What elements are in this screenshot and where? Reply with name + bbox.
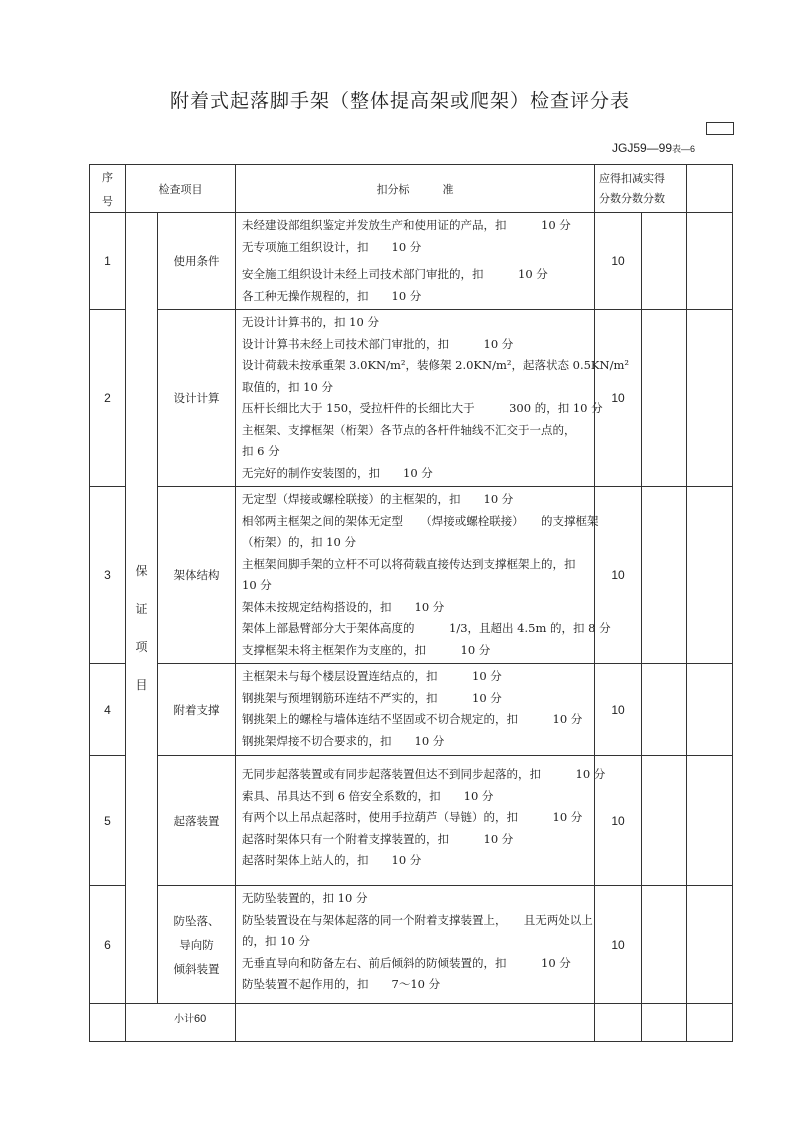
should-score: 10	[595, 487, 642, 664]
actual-score[interactable]	[687, 886, 733, 1004]
criteria-line: 未经建设部组织鉴定并发放生产和使用证的产品，扣 10 分	[242, 218, 571, 232]
criteria-line: 钢挑架与预埋钢筋环连结不严实的，扣 10 分	[242, 690, 502, 705]
should-score: 10	[595, 756, 642, 886]
check-item-line: 架体结构	[173, 568, 220, 582]
criteria-line: 索具、吊具达不到 6 倍安全系数的，扣 10 分	[242, 788, 494, 803]
check-item-line: 使用条件	[173, 254, 220, 268]
deduct-score[interactable]	[642, 310, 687, 487]
criteria-line: 有两个以上吊点起落时，使用手拉葫芦（导链）的，扣 10 分	[242, 810, 583, 824]
group-label-char: 证	[135, 602, 148, 616]
criteria-line: 取值的，扣 10 分	[242, 379, 333, 394]
criteria-line: 设计计算书未经上司技术部门审批的，扣 10 分	[242, 336, 514, 351]
subtotal-label: 小计	[174, 1014, 194, 1025]
standard-code-main: JGJ59—99	[612, 141, 673, 155]
criteria-line: 主框架间脚手架的立杆不可以将荷载直接传达到支撑框架上的，扣	[242, 556, 576, 571]
check-item-line: 附着支撑	[173, 702, 220, 717]
row-number: 3	[90, 487, 126, 664]
criteria-cell	[236, 310, 629, 487]
check-item-line: 设计计算	[173, 391, 220, 405]
row-number: 1	[90, 213, 126, 310]
criteria-line: 主框架、支撑框架（桁架）各节点的各杆件轴线不汇交于一点的，	[242, 422, 576, 437]
criteria-cell	[236, 664, 595, 756]
table-row	[90, 310, 733, 487]
criteria-line: 架体未按规定结构搭设的，扣 10 分	[242, 599, 445, 614]
check-item	[158, 213, 236, 310]
criteria-cell	[236, 756, 606, 886]
header-score-line: 应得扣减实得	[599, 171, 665, 185]
check-item	[158, 487, 236, 664]
criteria-line: 主框架未与每个楼层设置连结点的，扣 10 分	[242, 669, 502, 683]
header-score-line: 分数分数分数	[599, 191, 665, 205]
header-seq	[90, 165, 126, 213]
header-seq-line: 号	[102, 194, 113, 208]
criteria-cell	[236, 213, 595, 310]
criteria-line: 各工种无操作规程的，扣 10 分	[242, 288, 422, 303]
check-item-line: 倾斜装置	[173, 961, 220, 976]
standard-code-sub: 表—6	[672, 144, 696, 154]
criteria-line: 设计荷载未按承重架 3.0KN/m²，装修架 2.0KN/m²，起落状态 0.5KN/m²	[242, 358, 629, 372]
deduct-score[interactable]	[642, 213, 687, 310]
group-label-char: 项	[135, 640, 148, 654]
criteria-line: 无垂直导向和防备左右、前后倾斜的防倾装置的，扣 10 分	[242, 955, 571, 970]
check-item-line: 防坠落、	[173, 913, 220, 928]
deduct-score[interactable]	[642, 487, 687, 664]
criteria-line: 扣 6 分	[242, 444, 280, 458]
criteria-line: （桁架）的，扣 10 分	[242, 535, 356, 549]
check-item	[158, 886, 236, 1004]
deduct-score[interactable]	[642, 664, 687, 756]
actual-score[interactable]	[687, 664, 733, 756]
criteria-line: 无防坠装置的，扣 10 分	[242, 891, 368, 905]
criteria-line: 起落时架体只有一个附着支撑装置的，扣 10 分	[242, 831, 514, 846]
check-item-line: 起落装置	[173, 813, 220, 828]
header-blank	[687, 165, 733, 213]
subtotal-deduct-score[interactable]	[642, 1004, 687, 1042]
criteria-cell	[236, 886, 595, 1004]
check-item	[158, 664, 236, 756]
actual-score[interactable]	[687, 756, 733, 886]
subtotal-actual-score[interactable]	[687, 1004, 733, 1042]
criteria-line: 安全施工组织设计未经上司技术部门审批的，扣 10 分	[242, 267, 548, 281]
subtotal-should-score	[595, 1004, 642, 1042]
deduct-score[interactable]	[642, 756, 687, 886]
header-row	[90, 165, 733, 213]
header-scores	[595, 165, 687, 213]
criteria-line: 10 分	[242, 578, 272, 592]
subtotal-value: 60	[194, 1013, 207, 1025]
row-number: 2	[90, 310, 126, 487]
subtotal-cell	[126, 1004, 236, 1042]
table-row	[90, 213, 733, 310]
document-title: 附着式起落脚手架（整体提高架或爬架）检查评分表	[169, 90, 630, 112]
criteria-cell	[236, 487, 611, 664]
should-score: 10	[595, 886, 642, 1004]
table-row	[90, 664, 733, 756]
check-item	[158, 310, 236, 487]
criteria-line: 防坠装置设在与架体起落的同一个附着支撑装置上， 且无两处以上	[242, 912, 593, 927]
table-row	[90, 756, 733, 886]
actual-score[interactable]	[687, 487, 733, 664]
criteria-line: 支撑框架未将主框架作为支座的，扣 10 分	[242, 642, 491, 657]
should-score: 10	[595, 213, 642, 310]
check-item	[158, 756, 236, 886]
criteria-line: 压杆长细比大于 150，受拉杆件的长细比大于 300 的，扣 10 分	[242, 401, 603, 415]
header-item: 检查项目	[126, 165, 236, 213]
subtotal-row	[90, 1004, 733, 1042]
row-number: 6	[90, 886, 126, 1004]
actual-score[interactable]	[687, 310, 733, 487]
group-label	[126, 213, 158, 1004]
criteria-line: 相邻两主框架之间的架体无定型 （焊接或螺栓联接） 的支撑框架	[242, 513, 599, 528]
criteria-line: 架体上部悬臂部分大于架体高度的 1/3，且超出 4.5m 的，扣 8 分	[242, 621, 611, 635]
criteria-line: 钢挑架焊接不切合要求的，扣 10 分	[242, 733, 445, 748]
subtotal-criteria-blank	[236, 1004, 595, 1042]
group-label-char: 目	[135, 678, 148, 692]
standard-code	[612, 141, 695, 155]
check-item-line: 导向防	[179, 937, 214, 952]
criteria-line: 无同步起落装置或有同步起落装置但达不到同步起落的，扣 10 分	[242, 767, 606, 781]
criteria-line: 无完好的制作安装图的，扣 10 分	[242, 465, 433, 480]
subtotal-blank	[90, 1004, 126, 1042]
criteria-line: 防坠装置不起作用的，扣 7～10 分	[242, 977, 441, 991]
actual-score[interactable]	[687, 213, 733, 310]
criteria-line: 的，扣 10 分	[242, 934, 310, 948]
should-score: 10	[595, 310, 642, 487]
header-seq-line: 序	[102, 170, 113, 184]
score-sheet	[89, 164, 733, 1042]
should-score: 10	[595, 664, 642, 756]
criteria-line: 无专项施工组织设计，扣 10 分	[242, 239, 422, 254]
criteria-line: 无定型（焊接或螺栓联接）的主框架的，扣 10 分	[242, 492, 514, 506]
score-box	[706, 122, 734, 135]
row-number: 5	[90, 756, 126, 886]
criteria-line: 钢挑架上的螺栓与墙体连结不坚固或不切合规定的，扣 10 分	[242, 712, 583, 726]
table-row	[90, 487, 733, 664]
header-criteria: 扣分标 准	[236, 165, 595, 213]
deduct-score[interactable]	[642, 886, 687, 1004]
criteria-line: 起落时架体上站人的，扣 10 分	[242, 853, 422, 867]
group-label-char: 保	[135, 564, 148, 578]
row-number: 4	[90, 664, 126, 756]
criteria-line: 无设计计算书的，扣 10 分	[242, 315, 379, 329]
table-row	[90, 886, 733, 1004]
